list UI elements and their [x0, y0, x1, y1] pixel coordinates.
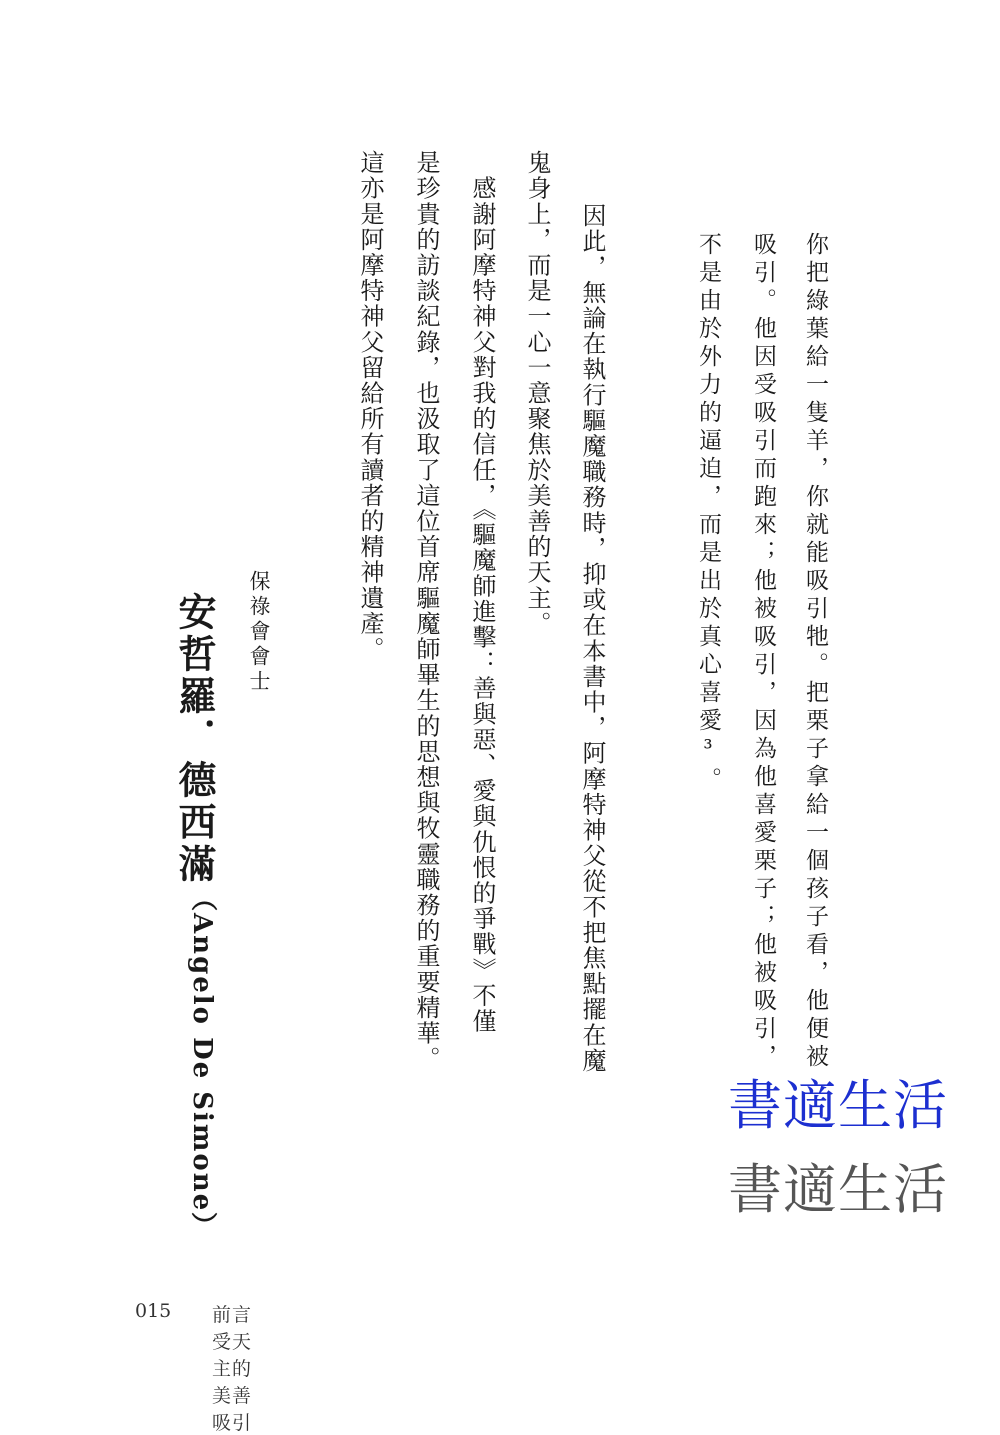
- body-line-1: 因此，無論在執行驅魔職務時，抑或在本書中，阿摩特神父從不把焦點擺在魔: [578, 203, 606, 1074]
- watermark-gray: 書適生活: [728, 1158, 948, 1221]
- page-number: 015: [135, 1300, 172, 1322]
- body-line-3: 感謝阿摩特神父對我的信任，《驅魔師進擊：善與惡、愛與仇恨的爭戰》不僅: [468, 150, 496, 1034]
- body-line-2: 鬼身上，而是一心一意聚焦於美善的天主。: [523, 150, 551, 637]
- author-order: 保祿會會士: [247, 570, 271, 695]
- body-line-5: 這亦是阿摩特神父留給所有讀者的精神遺產。: [356, 150, 384, 662]
- quote-line-2: 吸引。他因受吸引而跑來；他被吸引，因為他喜愛栗子；他被吸引，: [750, 232, 776, 1072]
- running-title: 前言 受天主的美善吸引: [212, 1304, 273, 1434]
- author-name: 安哲羅．德西滿: [172, 592, 217, 886]
- author-latin-name: （Angelo De Simone）: [187, 885, 217, 1241]
- quote-line-1: 你把綠葉給一隻羊，你就能吸引牠。把栗子拿給一個孩子看，他便被: [802, 232, 828, 1072]
- quote-line-3: 不是由於外力的逼迫，而是出於真心喜愛³。: [695, 232, 721, 795]
- body-line-4: 是珍貴的訪談紀錄，也汲取了這位首席驅魔師畢生的思想與牧靈職務的重要精華。: [412, 150, 440, 1072]
- watermark-blue: 書適生活: [728, 1074, 948, 1137]
